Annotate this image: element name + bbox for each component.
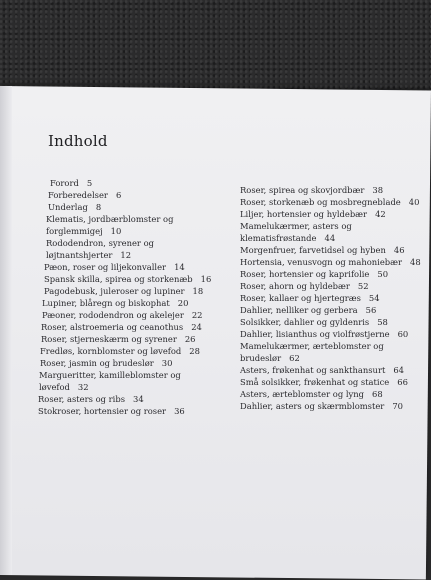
toc-page-number: 32 <box>77 382 89 392</box>
toc-entry-title: Morgenfruer, farvetidsel og hyben <box>240 245 386 255</box>
toc-page-number: 20 <box>177 298 189 308</box>
toc-entry <box>38 215 228 239</box>
toc-entry-title: Hortensia, venusvogn og mahoniebær <box>240 257 403 267</box>
toc-page-number: 44 <box>324 233 336 243</box>
toc-entry-title: Asters, frøkenhat og sankthansurt <box>240 365 386 375</box>
toc-page-number: 60 <box>397 329 409 339</box>
page-title: Indhold <box>48 132 108 150</box>
toc-page-number: 58 <box>377 317 388 327</box>
toc-entry-title: Underlag <box>48 202 88 212</box>
toc-page-number: 14 <box>174 262 185 272</box>
toc-entry-title: Margueritter, kamilleblomster og <box>39 370 181 380</box>
toc-page-number: 38 <box>372 185 384 195</box>
toc-entry-title: Pæoner, rododendron og akelejer <box>42 310 184 320</box>
toc-entry-title: Dahlier, asters og skærmblomster <box>240 401 385 411</box>
toc-entry-title: Mamelukærmer, asters og <box>240 221 352 231</box>
toc-entry-title: Roser, hortensier og kaprifolie <box>240 269 370 279</box>
toc-entry-title: Klematis, jordbærblomster og <box>46 214 174 224</box>
toc-left-column <box>38 179 228 419</box>
toc-page-number: 62 <box>289 353 300 363</box>
toc-page-number: 46 <box>393 245 405 255</box>
toc-entry-title: Roser, alstroemeria og ceanothus <box>41 322 184 332</box>
toc-entry-title: Pagodebusk, juleroser og lupiner <box>44 286 185 296</box>
toc-page-number: 10 <box>110 226 122 236</box>
toc-page-number: 52 <box>357 281 369 291</box>
toc-entry-title: Liljer, hortensier og hyldebær <box>240 209 368 219</box>
toc-entry-title: Forord <box>50 178 79 188</box>
toc-entry-title: Rododendron, syrener og <box>46 238 154 248</box>
toc-entry-title: Dahlier, nelliker og gerbera <box>240 305 358 315</box>
toc-entry-line <box>38 407 228 419</box>
toc-page-number: 64 <box>393 365 404 375</box>
toc-page-number: 40 <box>408 197 420 207</box>
toc-entry <box>240 342 420 366</box>
toc-page-number: 30 <box>161 358 173 368</box>
toc-page-number: 28 <box>189 346 200 356</box>
toc-entry-title: Roser, spirea og skovjordbær <box>240 185 365 195</box>
toc-entry-line <box>240 402 420 414</box>
toc-entry <box>240 222 420 246</box>
toc-page-number: 70 <box>392 401 403 411</box>
toc-entry-title: Spansk skilla, spirea og storkenæb <box>44 274 193 284</box>
toc-entry <box>240 402 420 414</box>
toc-page-number: 48 <box>410 257 421 267</box>
toc-page-number: 68 <box>372 389 383 399</box>
toc-entry-title: Fredløs, kornblomster og løvefod <box>40 346 182 356</box>
toc-page-number: 34 <box>133 394 144 404</box>
toc-page-number: 24 <box>191 322 202 332</box>
toc-entry-title: løjtnantshjerter <box>46 250 113 260</box>
toc-page-number: 8 <box>95 202 102 212</box>
toc-entry-title: brudeslør <box>240 353 282 363</box>
toc-page-number: 66 <box>397 377 408 387</box>
toc-entry-title: Roser, jasmin og brudeslør <box>40 358 154 368</box>
toc-page-number: 22 <box>191 310 203 320</box>
toc-entry-title: Mamelukærmer, ærteblomster og <box>240 341 384 351</box>
toc-entry-title: Stokroser, hortensier og roser <box>38 406 167 416</box>
toc-right-column <box>240 186 420 414</box>
toc-entry <box>38 407 228 419</box>
toc-page-number: 18 <box>192 286 204 296</box>
toc-page-number: 50 <box>377 269 389 279</box>
toc-entry-title: Asters, ærteblomster og lyng <box>240 389 365 399</box>
toc-entry-title: Små solsikker, frøkenhat og statice <box>240 377 390 387</box>
toc-entry-title: Roser, asters og ribs <box>38 394 125 404</box>
toc-entry <box>38 371 228 395</box>
toc-page-number: 5 <box>86 178 93 188</box>
toc-page-number: 54 <box>368 293 380 303</box>
toc-entry-title: løvefod <box>39 382 70 392</box>
toc-entry-title: Roser, storkenæb og mosbregneblade <box>240 197 401 207</box>
toc-page-number: 16 <box>200 274 212 284</box>
toc-entry-title: Roser, ahorn og hyldebær <box>240 281 350 291</box>
toc-entry-title: klematisfrøstande <box>240 233 317 243</box>
toc-page-number: 6 <box>115 190 122 200</box>
toc-entry-title: Roser, kallaer og hjertegræs <box>240 293 361 303</box>
toc-entry-title: Dahlier, lisianthus og violfrøstjerne <box>240 329 390 339</box>
toc-entry-title: Solsikker, dahlier og gyldenris <box>240 317 370 327</box>
toc-entry-title: Roser, stjerneskærm og syrener <box>41 334 177 344</box>
toc-page-number: 26 <box>184 334 196 344</box>
toc-page-number: 12 <box>120 250 132 260</box>
toc-entry-title: forglemmigej <box>46 226 103 236</box>
toc-page-number: 42 <box>375 209 386 219</box>
toc-entry-title: Forberedelser <box>48 190 108 200</box>
toc-entry-title: Lupiner, blåregn og biskophat <box>42 298 170 308</box>
page-gutter-shadow <box>0 86 12 575</box>
toc-entry-title: Pæon, roser og liljekonvaller <box>44 262 167 272</box>
toc-page-number: 36 <box>174 406 185 416</box>
toc-page-number: 56 <box>365 305 377 315</box>
toc-entry <box>38 239 228 263</box>
